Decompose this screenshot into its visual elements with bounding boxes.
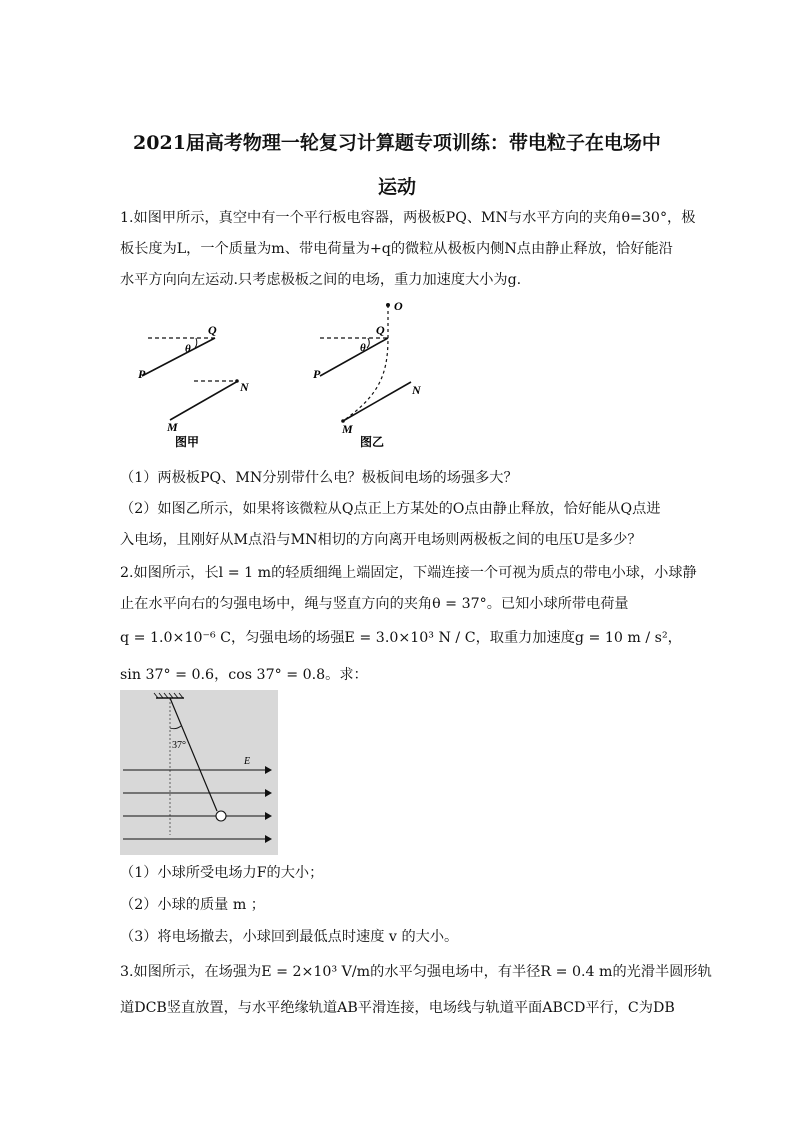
problem1-question2-line1: （2）如图乙所示，如果将该微粒从Q点正上方某处的O点由静止释放，恰好能从Q点进: [120, 501, 661, 517]
problem2-question2: （2）小球的质量 m ；: [120, 897, 265, 913]
problem1-question1: （1）两极板PQ、MN分别带什么电？极板间电场的场强多大？: [120, 470, 518, 486]
problem2-question3: （3）将电场撤去，小球回到最低点时速度 v 的大小。: [120, 929, 459, 945]
problem2-line3: q = 1.0×10⁻⁶ C，匀强电场的场强E = 3.0×10³ N / C，取重力加速度g = 10 m / s²，: [120, 630, 682, 646]
figure-jia: [130, 318, 260, 458]
pendulum-e-label: E: [244, 756, 251, 767]
figure-pendulum: [120, 690, 278, 855]
doc-title-line2: 运动: [377, 176, 416, 198]
problem2-line4: sin 37° = 0.6，cos 37° = 0.8。求：: [120, 667, 368, 683]
fig-jia-label-p: P: [138, 367, 146, 381]
fig-yi-label-theta: θ: [360, 342, 366, 354]
figure-yi: [308, 296, 438, 458]
fig-yi-label-q: Q: [376, 323, 385, 337]
fig-jia-label-m: M: [167, 420, 178, 434]
doc-title-line1: 2021届高考物理一轮复习计算题专项训练：带电粒子在电场中: [133, 132, 661, 154]
problem1-line1: 1.如图甲所示，真空中有一个平行板电容器，两极板PQ、MN与水平方向的夹角θ=30°，极: [120, 210, 696, 226]
fig-yi-label-p: P: [313, 367, 321, 381]
problem3-line2: 道DCB竖直放置，与水平绝缘轨道AB平滑连接，电场线与轨道平面ABCD平行，C为DB: [120, 1000, 675, 1016]
fig-jia-label-theta: θ: [185, 343, 191, 355]
pendulum-angle-label: 37°: [172, 740, 186, 751]
fig-yi-label-n: N: [412, 383, 421, 397]
problem3-line1: 3.如图所示，在场强为E = 2×10³ V/m的水平匀强电场中，有半径R = 0.4 m的光滑半圆形轨: [120, 964, 712, 980]
fig-yi-caption: 图乙: [360, 435, 385, 449]
problem2-line1: 2.如图所示，长l = 1 m的轻质细绳上端固定，下端连接一个可视为质点的带电小球，小球静: [120, 565, 697, 581]
problem1-line3: 水平方向向左运动.只考虑极板之间的电场，重力加速度大小为g.: [120, 272, 522, 288]
problem2-question1: （1）小球所受电场力F的大小；: [120, 865, 324, 881]
problem1-question2-line2: 入电场，且刚好从M点沿与MN相切的方向离开电场则两极板之间的电压U是多少？: [120, 532, 642, 548]
problem2-line2: 止在水平向右的匀强电场中，绳与竖直方向的夹角θ = 37°。已知小球所带电荷量: [120, 596, 629, 612]
fig-yi-label-o: O: [394, 299, 403, 313]
fig-yi-label-m: M: [342, 422, 353, 436]
fig-jia-label-q: Q: [208, 323, 217, 337]
problem1-line2: 板长度为L，一个质量为m、带电荷量为+q的微粒从极板内侧N点由静止释放，恰好能沿: [120, 241, 673, 257]
fig-jia-label-n: N: [240, 380, 249, 394]
fig-jia-caption: 图甲: [175, 435, 200, 449]
